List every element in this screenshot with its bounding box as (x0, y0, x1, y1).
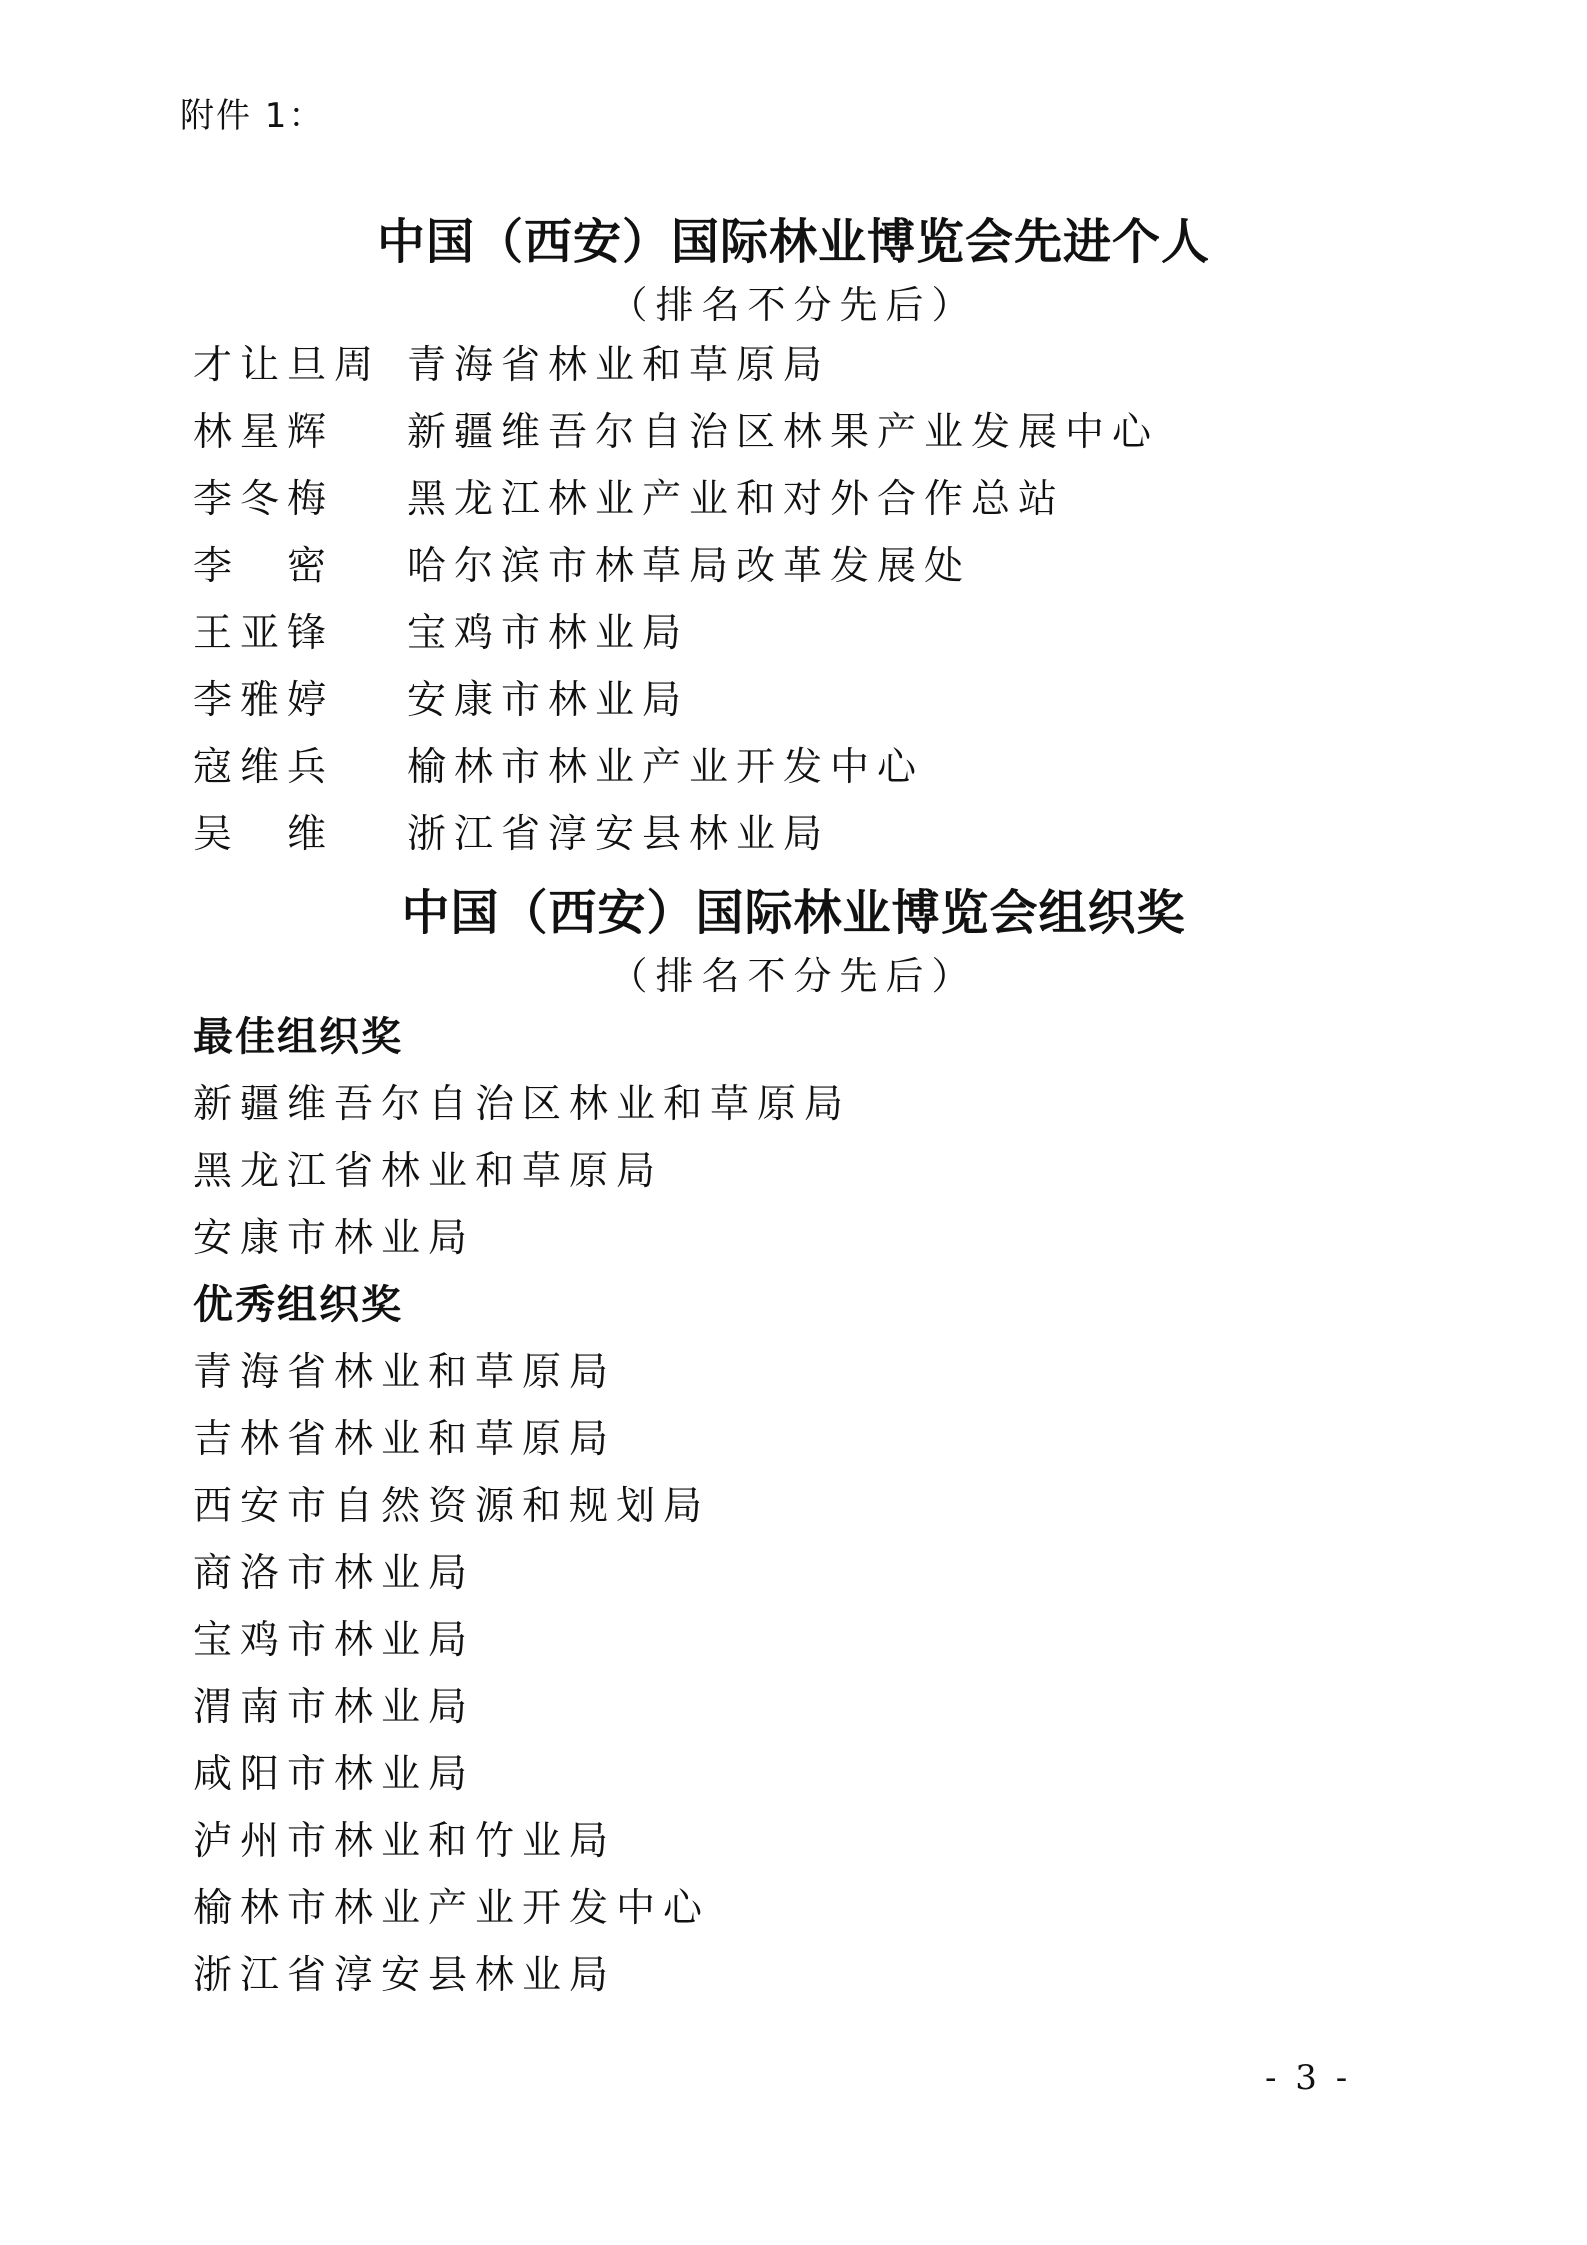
person-unit: 青海省林业和草原局 (407, 343, 831, 388)
person-unit: 新疆维吾尔自治区林果产业发展中心 (407, 410, 1160, 455)
list-item: 安康市林业局 (193, 1216, 476, 1261)
person-row (193, 466, 1065, 533)
person-unit: 哈尔滨市林草局改革发展处 (407, 544, 972, 589)
best-award-label: 最佳组织奖 (193, 1014, 403, 1060)
person-name: 吴 维 (193, 812, 335, 857)
person-unit: 浙江省淳安县林业局 (407, 812, 831, 857)
section1-subtitle: （排名不分先后） (609, 283, 978, 327)
excellent-award-label: 优秀组织奖 (193, 1282, 403, 1328)
page-number: - 3 - (1265, 2058, 1352, 2098)
person-name: 李雅婷 (193, 678, 335, 723)
attachment-label: 附件 1： (180, 96, 325, 136)
person-unit: 黑龙江林业产业和对外合作总站 (407, 477, 1066, 522)
person-name: 寇维兵 (193, 745, 335, 790)
list-item: 浙江省淳安县林业局 (193, 1953, 617, 1998)
section1-title: 中国（西安）国际林业博览会先进个人 (376, 214, 1210, 270)
section2-subtitle: （排名不分先后） (609, 954, 978, 998)
list-item: 青海省林业和草原局 (193, 1350, 617, 1395)
person-row (193, 667, 689, 734)
person-unit: 安康市林业局 (407, 678, 690, 723)
section2-title: 中国（西安）国际林业博览会组织奖 (401, 885, 1186, 941)
person-name: 王亚锋 (193, 611, 335, 656)
list-item: 吉林省林业和草原局 (193, 1417, 617, 1462)
person-unit: 宝鸡市林业局 (407, 611, 690, 656)
person-name: 才让旦周 (193, 343, 382, 388)
person-row (193, 332, 830, 399)
person-row (193, 533, 971, 600)
list-item: 黑龙江省林业和草原局 (193, 1149, 664, 1194)
list-item: 西安市自然资源和规划局 (193, 1484, 711, 1529)
person-row (193, 399, 1159, 466)
list-item: 宝鸡市林业局 (193, 1618, 476, 1663)
list-item: 商洛市林业局 (193, 1551, 476, 1596)
list-item: 咸阳市林业局 (193, 1752, 476, 1797)
person-row (193, 734, 924, 801)
person-name: 林星辉 (193, 410, 335, 455)
list-item: 泸州市林业和竹业局 (193, 1819, 617, 1864)
person-name: 李冬梅 (193, 477, 335, 522)
person-row (193, 801, 830, 868)
list-item: 榆林市林业产业开发中心 (193, 1886, 711, 1931)
person-row (193, 600, 689, 667)
list-item: 新疆维吾尔自治区林业和草原局 (193, 1082, 852, 1127)
person-unit: 榆林市林业产业开发中心 (407, 745, 925, 790)
list-item: 渭南市林业局 (193, 1685, 476, 1730)
person-name: 李 密 (193, 544, 335, 589)
